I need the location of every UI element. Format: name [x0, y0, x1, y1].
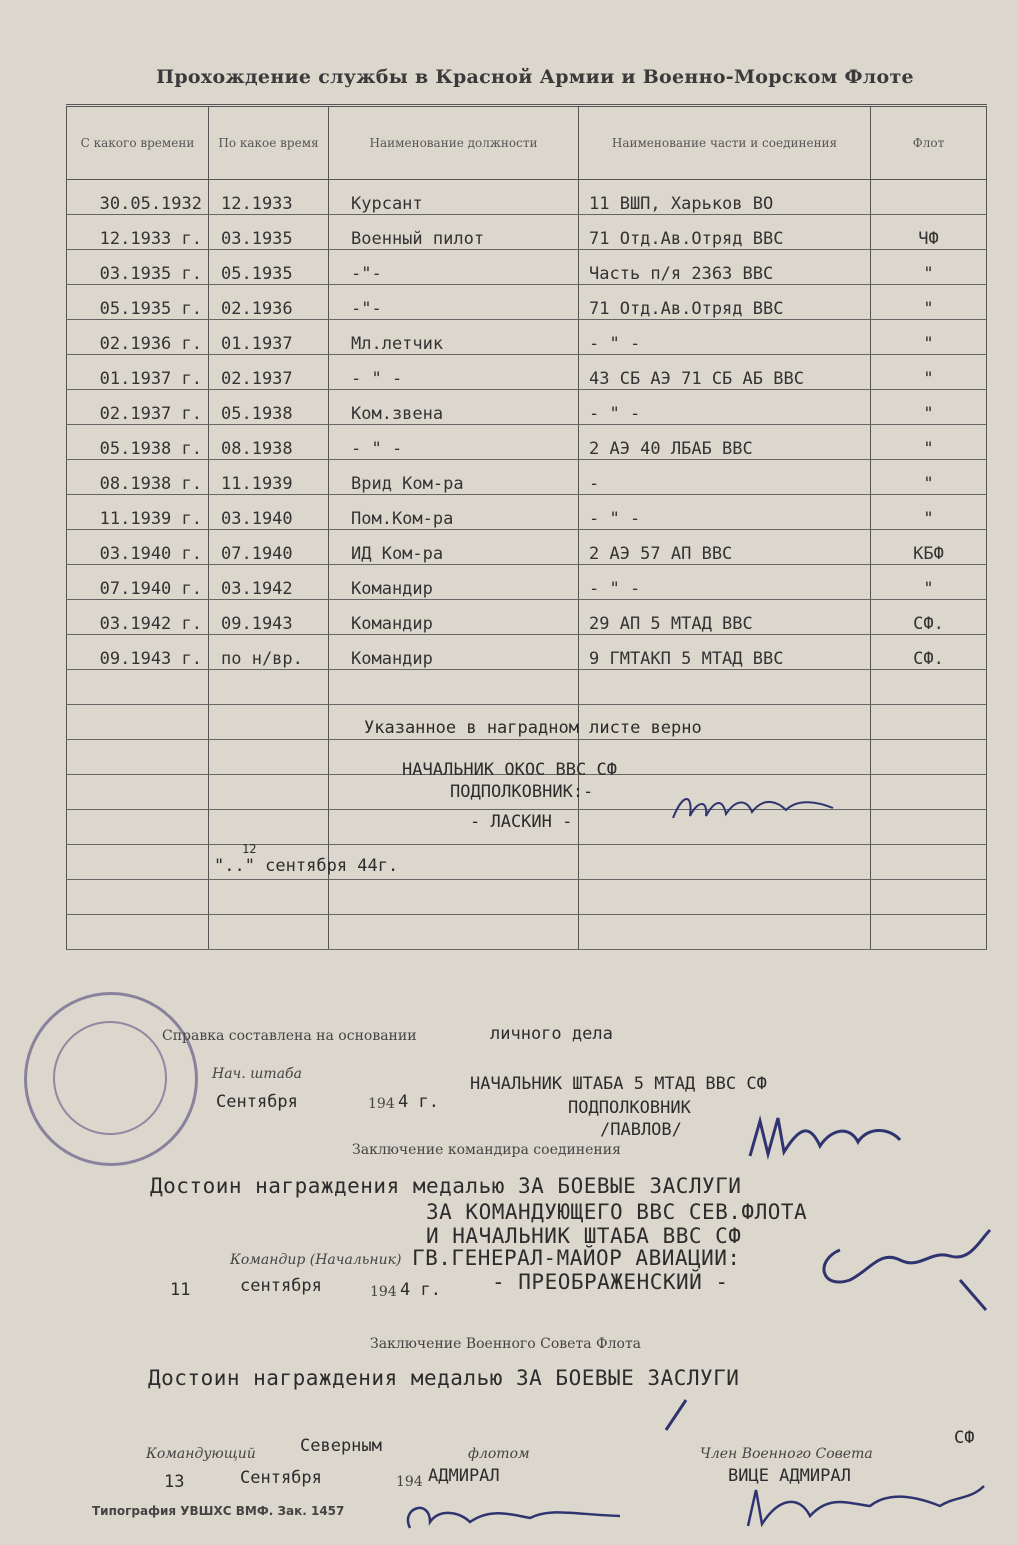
cell-unit	[579, 845, 871, 880]
cell-from: 05.1935 г.	[67, 285, 209, 320]
cell-unit: - " -	[579, 320, 871, 355]
table-row	[67, 425, 987, 460]
cell-to: 08.1938	[209, 425, 329, 460]
cell-from	[67, 775, 209, 810]
cell-from: 02.1937 г.	[67, 390, 209, 425]
table-row	[67, 215, 987, 250]
header-position: Наименование должности	[329, 106, 579, 180]
table-row	[67, 355, 987, 390]
cell-from	[67, 705, 209, 740]
cell-position: Мл.летчик	[329, 320, 579, 355]
cell-to: 01.1937	[209, 320, 329, 355]
golovko-signature	[400, 1488, 630, 1538]
cell-fleet: СФ.	[871, 600, 987, 635]
cell-position: Врид Ком-ра	[329, 460, 579, 495]
cell-fleet	[871, 740, 987, 775]
cell-position	[329, 880, 579, 915]
cell-to	[209, 880, 329, 915]
cell-from	[67, 810, 209, 845]
printer-note: Типография УВШХС ВМФ. Зак. 1457	[92, 1504, 345, 1518]
cell-fleet: "	[871, 320, 987, 355]
laskin-signature	[668, 788, 838, 828]
certification-line-3: ПОДПОЛКОВНИК:-	[450, 782, 594, 802]
cell-from: 02.1936 г.	[67, 320, 209, 355]
commander-day: 11	[170, 1280, 191, 1300]
cell-fleet: СФ.	[871, 635, 987, 670]
cell-fleet	[871, 775, 987, 810]
cell-to	[209, 670, 329, 705]
commander-year-prefix: 194	[370, 1284, 397, 1300]
table-row	[67, 565, 987, 600]
header-to: По какое время	[209, 106, 329, 180]
table-row	[67, 600, 987, 635]
basis-label: Справка составлена на основании	[162, 1028, 417, 1044]
reference-year-suffix: 4 г.	[398, 1092, 439, 1112]
commander-role-label: Командир (Начальник)	[230, 1252, 402, 1268]
cell-to: 11.1939	[209, 460, 329, 495]
cell-position: ИД Ком-ра	[329, 530, 579, 565]
cell-unit: Часть п/я 2363 ВВС	[579, 250, 871, 285]
certification-line-1: Указанное в наградном листе верно	[364, 718, 702, 738]
cell-fleet	[871, 670, 987, 705]
cell-position: - " -	[329, 425, 579, 460]
commander-line-4: ГВ.ГЕНЕРАЛ-МАЙОР АВИАЦИИ:	[412, 1246, 741, 1270]
table-row	[67, 530, 987, 565]
chief-line-1: НАЧАЛЬНИК ШТАБА 5 МТАД ВВС СФ	[470, 1074, 767, 1094]
cell-from: 03.1940 г.	[67, 530, 209, 565]
cell-to: 03.1942	[209, 565, 329, 600]
commander-line-2: ЗА КОМАНДУЮЩЕГО ВВС СЕВ.ФЛОТА	[426, 1200, 808, 1224]
cell-position: Пом.Ком-ра	[329, 495, 579, 530]
cell-fleet: КБФ	[871, 530, 987, 565]
table-row	[67, 285, 987, 320]
cell-unit	[579, 740, 871, 775]
cell-to	[209, 810, 329, 845]
cell-to: по н/вр.	[209, 635, 329, 670]
cell-from: 03.1935 г.	[67, 250, 209, 285]
cell-unit: 11 ВШП, Харьков ВО	[579, 180, 871, 215]
nikolaev-signature	[740, 1476, 990, 1536]
table-row	[67, 460, 987, 495]
cell-from	[67, 670, 209, 705]
table-row	[67, 180, 987, 215]
cell-from: 01.1937 г.	[67, 355, 209, 390]
cell-unit: - " -	[579, 390, 871, 425]
cell-fleet: "	[871, 390, 987, 425]
cell-unit: 71 Отд.Ав.Отряд ВВС	[579, 215, 871, 250]
council-left-rank: АДМИРАЛ	[428, 1466, 500, 1486]
cell-unit: 29 АП 5 МТАД ВВС	[579, 600, 871, 635]
table-row	[67, 250, 987, 285]
cell-unit	[579, 670, 871, 705]
commander-line-5: - ПРЕОБРАЖЕНСКИЙ -	[492, 1270, 729, 1294]
pavlov-signature	[740, 1106, 910, 1176]
cell-from	[67, 740, 209, 775]
cell-unit: 9 ГМТАКП 5 МТАД ВВС	[579, 635, 871, 670]
cell-unit: 2 АЭ 40 ЛБАБ ВВС	[579, 425, 871, 460]
cell-unit: 43 СБ АЭ 71 СБ АБ ВВС	[579, 355, 871, 390]
cell-position	[329, 670, 579, 705]
cell-from	[67, 880, 209, 915]
chief-label: Нач. штаба	[212, 1066, 302, 1082]
cell-from	[67, 915, 209, 950]
table-row	[67, 845, 987, 880]
cell-to: 09.1943	[209, 600, 329, 635]
cell-fleet	[871, 705, 987, 740]
cell-fleet	[871, 810, 987, 845]
commander-heading: Заключение командира соединения	[352, 1142, 621, 1158]
certification-line-2: НАЧАЛЬНИК ОКОС ВВС СФ	[402, 760, 617, 780]
cell-fleet: "	[871, 250, 987, 285]
table-row	[67, 915, 987, 950]
cell-to: 05.1938	[209, 390, 329, 425]
table-row	[67, 670, 987, 705]
certification-line-4: - ЛАСКИН -	[470, 812, 573, 832]
chief-line-3: /ПАВЛОВ/	[600, 1120, 682, 1140]
cell-fleet	[871, 180, 987, 215]
cell-fleet	[871, 915, 987, 950]
official-stamp	[24, 992, 198, 1166]
cell-position: Командир	[329, 565, 579, 600]
reference-month: Сентября	[216, 1092, 298, 1112]
table-row	[67, 495, 987, 530]
table-header-row	[67, 106, 987, 180]
cell-to: 02.1937	[209, 355, 329, 390]
council-day: 13	[164, 1472, 185, 1492]
cell-fleet: "	[871, 460, 987, 495]
preobrazhensky-signature	[810, 1220, 1000, 1330]
cell-fleet	[871, 845, 987, 880]
cell-unit: 71 Отд.Ав.Отряд ВВС	[579, 285, 871, 320]
commander-month: сентября	[240, 1276, 322, 1296]
basis-value: личного дела	[490, 1024, 613, 1044]
cell-position	[329, 915, 579, 950]
cell-unit	[579, 880, 871, 915]
cell-fleet	[871, 880, 987, 915]
cell-to: 02.1936	[209, 285, 329, 320]
cell-position: Командир	[329, 600, 579, 635]
cell-to: 05.1935	[209, 250, 329, 285]
council-line-1: Достоин награждения медалью ЗА БОЕВЫЕ ЗАСЛУГИ	[148, 1366, 740, 1390]
cell-fleet: "	[871, 285, 987, 320]
council-member-label: Член Военного Совета	[700, 1446, 873, 1462]
cell-position: - " -	[329, 355, 579, 390]
header-unit: Наименование части и соединения	[579, 106, 871, 180]
cell-from: 11.1939 г.	[67, 495, 209, 530]
header-from: С какого времени	[67, 106, 209, 180]
council-member-suffix: СФ	[954, 1428, 975, 1448]
cell-to	[209, 915, 329, 950]
cell-unit	[579, 915, 871, 950]
cell-to: 03.1935	[209, 215, 329, 250]
cell-from: 08.1938 г.	[67, 460, 209, 495]
cell-position: Командир	[329, 635, 579, 670]
council-heading: Заключение Военного Совета Флота	[370, 1336, 642, 1352]
cell-unit: - " -	[579, 565, 871, 600]
header-fleet: Флот	[871, 106, 987, 180]
table-row	[67, 880, 987, 915]
page-title: Прохождение службы в Красной Армии и Военно-Морском Флоте	[156, 66, 914, 88]
cell-to	[209, 740, 329, 775]
cell-to: 07.1940	[209, 530, 329, 565]
council-year-prefix: 194	[396, 1474, 423, 1490]
council-month: Сентября	[240, 1468, 322, 1488]
council-commander-value: Северным	[300, 1436, 382, 1456]
certification-date: ".." сентября 44г.	[214, 856, 399, 876]
cell-fleet: ЧФ	[871, 215, 987, 250]
reference-year-prefix: 194	[368, 1096, 395, 1112]
cell-unit: -	[579, 460, 871, 495]
cell-from: 09.1943 г.	[67, 635, 209, 670]
council-commander-label: Командующий	[146, 1446, 256, 1462]
cell-position: Ком.звена	[329, 390, 579, 425]
table-row	[67, 390, 987, 425]
commander-year-suffix: 4 г.	[400, 1280, 441, 1300]
cell-to: 03.1940	[209, 495, 329, 530]
commander-line-3: И НАЧАЛЬНИК ШТАБА ВВС СФ	[426, 1224, 742, 1248]
cell-position: Курсант	[329, 180, 579, 215]
cell-position: Военный пилот	[329, 215, 579, 250]
cell-position: -"-	[329, 285, 579, 320]
cell-from: 12.1933 г.	[67, 215, 209, 250]
cell-from: 07.1940 г.	[67, 565, 209, 600]
cell-fleet: "	[871, 425, 987, 460]
cell-from: 30.05.1932	[67, 180, 209, 215]
table-row	[67, 320, 987, 355]
cell-to	[209, 775, 329, 810]
certification-date-day: 12	[242, 842, 257, 856]
council-right-rank: ВИЦЕ АДМИРАЛ	[728, 1466, 851, 1486]
cell-unit: 2 АЭ 57 АП ВВС	[579, 530, 871, 565]
cell-to	[209, 705, 329, 740]
commander-line-1: Достоин награждения медалью ЗА БОЕВЫЕ ЗАСЛУГИ	[150, 1174, 742, 1198]
chief-line-2: ПОДПОЛКОВНИК	[568, 1098, 691, 1118]
cell-fleet: "	[871, 565, 987, 600]
council-mark	[660, 1394, 700, 1434]
table-row	[67, 635, 987, 670]
cell-from: 05.1938 г.	[67, 425, 209, 460]
cell-position: -"-	[329, 250, 579, 285]
cell-to: 12.1933	[209, 180, 329, 215]
cell-fleet: "	[871, 355, 987, 390]
cell-unit: - " -	[579, 495, 871, 530]
cell-from	[67, 845, 209, 880]
cell-from: 03.1942 г.	[67, 600, 209, 635]
cell-fleet: "	[871, 495, 987, 530]
council-commander-suffix: флотом	[468, 1446, 530, 1462]
